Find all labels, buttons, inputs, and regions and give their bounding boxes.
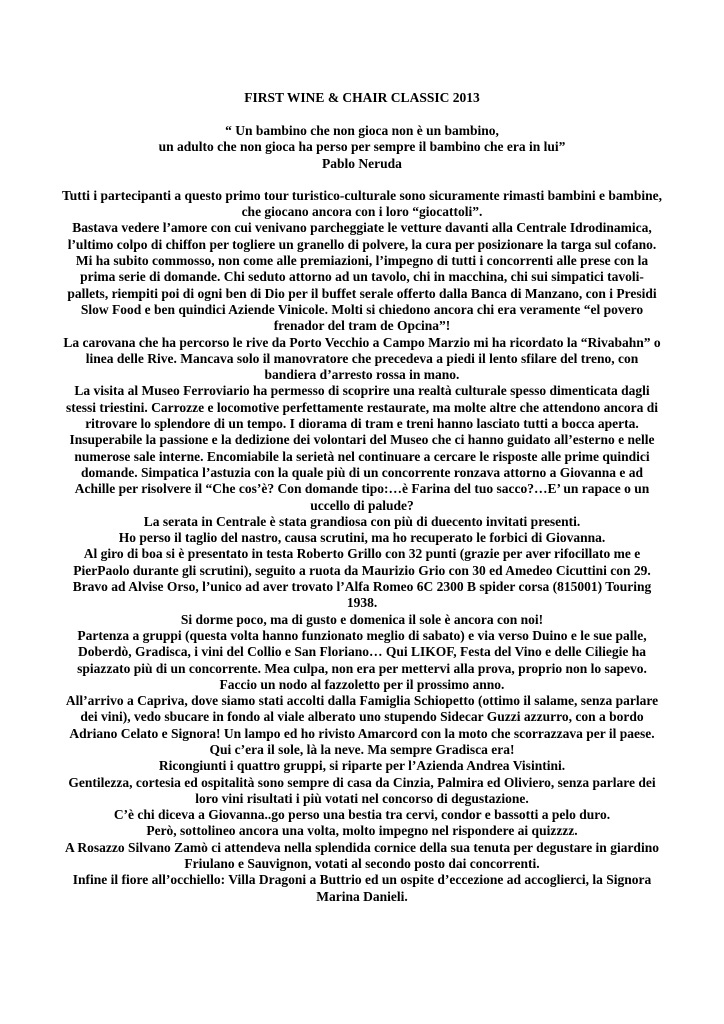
paragraph: La serata in Centrale è stata grandiosa con più di duecento invitati presenti. [143,513,581,529]
paragraph: All’arrivo a Capriva, dove siamo stati accolti dalla Famiglia Schiopetto (ottimo il salame, senza parlare dei vini), vedo sbucare in fondo al viale alberato uno stupendo Sidecar Guzzi azzurro, con a bordo Adriano Celato e Signora! Un lampo ed ho rivisto Amarcord con la moto che scorrazzava per il paese. Qui c’era il sole, là la neve. Ma sempre Gradisca era! [65,693,659,757]
paragraph: Partenza a gruppi (questa volta hanno funzionato meglio di sabato) e via verso Duino e le sue palle, Doberdò, Gradisca, i vini del Collio e San Floriano… Qui LIKOF, Festa del Vino e delle Ciliegie ha spiazzato più di un concorrente. Mea culpa, non era per mettervi alla prova, proprio non lo sapevo. Faccio un nodo al fazzoletto per il prossimo anno. [77,627,647,692]
paragraph: Bastava vedere l’amore con cui venivano parcheggiate le vetture davanti alla Centrale Idrodinamica, l’ultimo colpo di chiffon per togliere un granello di polvere, la cura per posizionare la targa sul cofano. [67,220,657,252]
paragraph: Si dorme poco, ma di gusto e domenica il sole è ancora con noi! [180,611,544,627]
paragraph: Però, sottolineo ancora una volta, molto impegno nel rispondere ai quizzzz. [146,823,578,839]
paragraph: Gentilezza, cortesia ed ospitalità sono sempre di casa da Cinzia, Palmira ed Oliviero, senza parlare dei loro vini risultati i più votati nel concorso di degustazione. [68,774,656,806]
quote-author: Pablo Neruda [322,155,402,171]
quote-line: “ Un bambino che non gioca non è un bambino, [225,123,499,138]
paragraph: Mi ha subito commosso, non come alle premiazioni, l’impegno di tutti i concorrenti alle prese con la prima serie di domande. Chi seduto attorno ad un tavolo, chi in macchina, chi sui simpatici tavoli-pallets, riempiti poi di ogni ben di Dio per il buffet serale offerto dalla Banca di Manzano, con i Presidi Slow Food e ben quindici Aziende Vinicole. Molti si chiedono ancora chi era veramente “el povero frenador del tram de Opcina”! [67,253,657,334]
document-title: FIRST WINE & CHAIR CLASSIC 2013 [244,90,480,105]
paragraph: La visita al Museo Ferroviario ha permesso di scoprire una realtà culturale spesso dimenticata dagli stessi triestini. Carrozze e locomotive perfettamente restaurate, ma molte altre che attendono ancora di ritrovare lo splendore di un tempo. I diorama di tram e treni hanno lasciato tutti a bocca aperta. Insuperabile la passione e la dedizione dei volontari del Museo che ci hanno guidato all’esterno e nelle numerose sale interne. Encomiabile la serietà nel continuare a cercare le risposte alle prime quindici domande. Simpatica l’astuzia con la quale più di un concorrente ronzava attorno a Giovanna e ad Achille per risolvere il “Che cos’è? Con domande tipo:…è Farina del tuo sacco?…E’ un rapace o un uccello di palude? [66,383,658,513]
paragraph: C’è chi diceva a Giovanna..go perso una bestia tra cervi, condor e bassotti a pelo duro. [113,807,611,823]
paragraph: Infine il fiore all’occhiello: Villa Dragoni a Buttrio ed un ospite d’eccezione ad accoglierci, la Signora Marina Danieli. [72,872,652,904]
paragraph: La carovana che ha percorso le rive da Porto Vecchio a Campo Marzio mi ha ricordato la “Rivabahn” o linea delle Rive. Mancava solo il manovratore che precedeva a piedi il lento sfilare del treno, con bandiera d’arresto rossa in mano. [63,334,661,383]
document-body [60,188,664,905]
paragraph: Al giro di boa si è presentato in testa Roberto Grillo con 32 punti (grazie per aver rifocillato me e PierPaolo durante gli scrutini), seguito a ruota da Maurizio Grio con 30 ed Amedeo Cicuttini con 29. Bravo ad Alvise Orso, l’unico ad aver trovato l’Alfa Romeo 6C 2300 B spider corsa (815001) Touring 1938. [72,546,652,611]
paragraph: A Rosazzo Silvano Zamò ci attendeva nella splendida cornice della sua tenuta per degustare in giardino Friulano e Sauvignon, votati al secondo posto dai concorrenti. [65,839,659,872]
paragraph: Tutti i partecipanti a questo primo tour turistico-culturale sono sicuramente rimasti bambini e bambine, che giocano ancora con i loro “giocattoli”. [62,187,662,220]
quote-line: un adulto che non gioca ha perso per sempre il bambino che era in lui” [158,139,566,155]
paragraph: Ricongiunti i quattro gruppi, si riparte per l’Azienda Andrea Visintini. [158,758,566,774]
epigraph [60,123,664,172]
paragraph: Ho perso il taglio del nastro, causa scrutini, ma ho recuperato le forbici di Giovanna. [118,530,606,546]
